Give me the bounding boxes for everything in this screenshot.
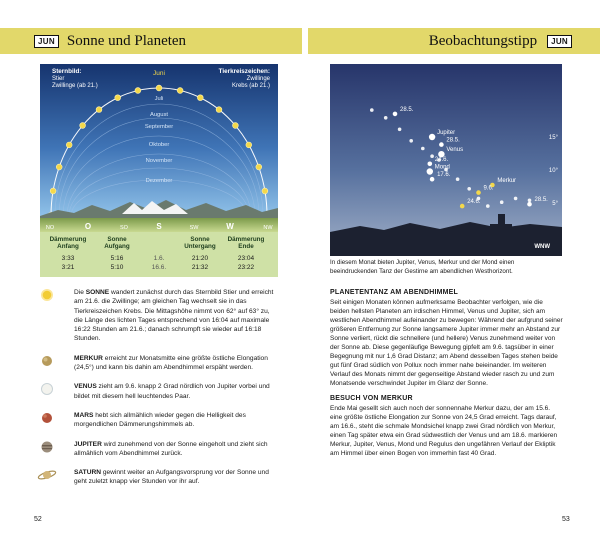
planet-name: MARS: [74, 411, 94, 419]
page-number-left: 52: [34, 516, 42, 523]
saturn-icon: [37, 468, 57, 482]
tierkreis-line2: Krebs (ab 21.): [231, 83, 270, 89]
col-title-sonne-untergang-1: Sonne: [190, 236, 210, 243]
direction-sw: SW: [189, 225, 199, 231]
arc-label-august: August: [149, 112, 169, 118]
list-item: [40, 354, 278, 373]
arc-label-dezember: Dezember: [145, 178, 173, 184]
sky-trail-dot: [456, 177, 460, 181]
cell-r1-c3: 1.6.: [153, 255, 165, 262]
planet-text: zieht am 9.6. knapp 2 Grad nördlich von Jupiter vorbei und bildet mit diesem hell leuchtendes Paar.: [74, 383, 270, 400]
cell-r2-c1: 3:21: [61, 264, 75, 271]
sky-trail-dot: [370, 108, 374, 112]
col-title-sonne-untergang-2: Untergang: [184, 243, 216, 250]
sun-icon: [40, 288, 54, 302]
sky-trail-dot: [430, 154, 434, 158]
sky-point-dot: [393, 112, 398, 117]
sky-trail-dot: [421, 147, 425, 151]
planet-text: hebt sich allmählich wieder gegen die Helligkeit des morgendlichen Dämmerungshimmels ab.: [74, 411, 246, 429]
left-page-header: [0, 28, 302, 54]
direction-w: W: [226, 222, 234, 231]
planet-text: wird zunehmend von der Sonne eingeholt und zieht sich allmählich vom Abendhimmel zurück.: [74, 440, 268, 457]
planet-text: gewinnt weiter an Aufgangsvorsprung vor der Sonne und geht zuletzt knapp vier Stunden vor ihr auf.: [74, 469, 269, 486]
arc-label-juli: Juli: [154, 96, 164, 102]
sternbild-label: Sternbild:: [52, 68, 82, 75]
sternbild-line1: Stier: [52, 76, 65, 82]
planet-text: erreicht zur Monatsmitte eine größte östliche Elongation (24,5°) und kann bis dahin am Abendhimmel erspäht werden.: [74, 354, 268, 372]
sun-hour-dot: [56, 164, 62, 170]
sky-point-label: 9.6.: [483, 185, 494, 192]
col-title-daemmerung-ende-2: Ende: [238, 243, 254, 250]
sky-point-label: Venus: [446, 147, 464, 154]
list-item: [40, 440, 278, 459]
direction-so: SO: [120, 225, 128, 231]
mercury-icon: [40, 354, 54, 368]
cell-r1-c1: 3:33: [61, 255, 75, 262]
sun-hour-dot: [246, 142, 252, 148]
sky-trail-dot: [486, 204, 490, 208]
sky-point-label: Merkur: [497, 178, 517, 184]
sky-point-dot: [428, 162, 433, 167]
col-title-daemmerung-anfang-1: Dämmerung: [49, 236, 87, 243]
arc-label-oktober: Oktober: [148, 142, 170, 148]
cell-r2-c3: 16.6.: [151, 264, 167, 271]
col-title-sonne-aufgang-2: Aufgang: [104, 243, 130, 250]
list-item: [40, 411, 278, 430]
cell-r2-c2: 5:10: [110, 264, 124, 271]
col-title-daemmerung-ende-1: Dämmerung: [227, 236, 265, 243]
sky-point-label: 24.6.: [467, 199, 481, 206]
sky-trail-dot: [500, 200, 504, 204]
cell-r2-c5: 23:22: [237, 264, 255, 271]
sky-point-label: 28.5.: [400, 106, 414, 113]
sky-chart-caption: In diesem Monat bieten Jupiter, Venus, Merkur und der Mond einen beeindruckenden Tanz der Gestirne am abendlichen Westhorizont.: [330, 259, 515, 275]
planet-name: JUPITER: [74, 440, 102, 448]
article-paragraph-2: Ende Mai gesellt sich auch noch der sonnennahe Merkur dazu, der am 15.6. eine größte östliche Elongation zur Sonne von 24,5 Grad erreicht. Tags darauf, am 16.6., steht die schmale Mondsichel knapp zwei Grad nördlich von Merkur, einen Tag später etwa ein Grad südwestlich der Venus und am 18.6. markieren Merkur, Jupiter, Venus, Mond und Regulus den ungefähren Verlauf der Ekliptik am Himmel über einen Bogen von immerhin fast 40 Grad.: [330, 405, 558, 457]
sky-point-label: 24.6.: [434, 156, 449, 163]
sky-point-dot: [429, 134, 435, 140]
planet-name: SONNE: [85, 289, 110, 296]
sun-hour-dot: [216, 107, 222, 113]
article-column: [330, 288, 564, 464]
direction-s: S: [156, 222, 162, 231]
left-page-title: Sonne und Planeten: [66, 32, 187, 49]
sky-trail-dot: [398, 128, 402, 132]
planet-name: VENUS: [74, 383, 97, 391]
cell-r1-c4: 21:20: [191, 255, 209, 262]
cell-r1-c2: 5:16: [110, 255, 124, 262]
sky-trail-dot: [467, 187, 471, 191]
sun-hour-dot: [156, 85, 162, 91]
sun-hour-dot: [262, 188, 268, 194]
evening-sky-chart: [330, 64, 562, 256]
sun-hour-dot: [96, 107, 102, 113]
sky-point-label: 17.6.: [437, 172, 451, 179]
sun-hour-dot: [233, 123, 239, 129]
sky-point-dot: [527, 202, 532, 207]
direction-wnw: WNW: [534, 244, 550, 250]
article-heading-2: BESUCH VON MERKUR: [330, 395, 413, 402]
sky-point-dot: [476, 190, 481, 195]
sky-point-dot: [430, 177, 435, 182]
month-label-june: Juni: [153, 70, 165, 77]
planet-text: wandert zunächst durch das Sternbild Stier und erreicht am 21.6. die Zwillinge; am gleichen Tag wechselt sie in das Tierkreiszeichen Krebs. Die Mittagshöhe nimmt von 62° auf 63° zu, die Länge des lichten Tages entsprechend von 16:04 auf maximale 16:22 Stunden am 21.6.; danach schrumpft sie wieder auf 16:18 Stunden.: [74, 289, 274, 343]
planet-list: [40, 288, 278, 497]
sun-path-chart: [40, 64, 278, 277]
sky-point-label: 28.5.: [534, 197, 548, 204]
sky-point-dot: [439, 142, 444, 147]
sun-hour-dot: [50, 188, 56, 194]
direction-no: NO: [45, 225, 55, 231]
sky-point-dot: [427, 168, 433, 174]
sky-trail-dot: [514, 197, 518, 201]
mars-icon: [40, 411, 54, 425]
sky-point-label: Jupiter: [437, 130, 456, 136]
venus-icon: [40, 382, 54, 396]
planet-name: MERKUR: [74, 354, 103, 362]
sun-hour-dot: [256, 164, 262, 170]
right-page-header: [308, 28, 600, 54]
cell-r2-c4: 21:32: [191, 264, 209, 271]
cell-r1-c5: 23:04: [237, 255, 255, 262]
sun-hour-dot: [115, 95, 121, 101]
sun-hour-dot: [80, 123, 86, 129]
sun-hour-dot: [177, 88, 183, 94]
sky-point-label: Mond: [434, 164, 450, 171]
month-badge-right: JUN: [547, 35, 572, 48]
sun-hour-dot: [66, 142, 72, 148]
list-item: Die SONNE wandert zunächst durch das Sternbild Stier und erreicht am 21.6. die Zwillinge; am gleichen Tag wechselt sie in das Tierkreiszeichen Krebs. Die Mittagshöhe nimmt von 62° auf 63° zu, die Länge des lichten Tages entsprechend von 16:04 auf maximale 16:22 Stunden am 21.6.; danach schrumpft sie wieder auf 16:18 Stunden.: [40, 288, 278, 344]
sun-hour-dot: [135, 88, 141, 94]
tierkreis-line1: Zwillinge: [246, 76, 270, 82]
altitude-5: 5°: [552, 201, 558, 207]
building-silhouette: [490, 224, 512, 232]
sky-trail-dot: [409, 139, 413, 143]
altitude-10: 10°: [548, 168, 558, 174]
month-badge-left: JUN: [34, 35, 59, 48]
sky-point-label: 28.5.: [446, 137, 460, 144]
article-paragraph-1: Seit einigen Monaten können aufmerksame Beobachter verfolgen, wie die beiden hellsten Planeten am irdischen Himmel, Venus und Jupiter, sich am westlichen Abendhimmel aufeinander zu bewegen: Während der aufgrund seiner größeren Entfernung zur Sonne langsamere Jupiter immer mehr an Abstand zur Sonne verliert, rückt die schnellere (und hellere) Venus zunehmend weiter von der Sonne ab. Diese gegenläufige Bewegung gipfelt am 9.6. tagsüber in einer Begegnung mit nur 1,6 Grad Distanz; am Abend desselben Tages stehen beide gut fünf Grad südlich von Pollux noch immer nahe beieinander. Im weiteren Verlauf des Monats nimmt der gegenseitige Abstand wieder rasch zu und zum Monatsende verschwindet Jupiter im Glanz der Sonne.: [330, 299, 563, 387]
sky-trail-dot: [528, 199, 532, 203]
planet-name: SATURN: [74, 469, 101, 477]
jupiter-icon: [40, 440, 54, 454]
direction-o: O: [84, 222, 92, 231]
col-title-daemmerung-anfang-2: Anfang: [57, 243, 79, 250]
page-number-right: 53: [562, 516, 570, 523]
article-heading-1: PLANETENTANZ AM ABENDHIMMEL: [330, 289, 459, 296]
sternbild-line2: Zwillinge (ab 21.): [52, 83, 98, 89]
arc-label-september: September: [144, 124, 174, 130]
sky-trail-dot: [384, 116, 388, 120]
list-item: [40, 382, 278, 401]
arc-label-november: November: [145, 158, 173, 164]
sky-point-dot: [460, 204, 465, 209]
list-item: [40, 468, 278, 487]
altitude-15: 15°: [548, 135, 558, 141]
sun-path-svg: [40, 64, 278, 277]
col-title-sonne-aufgang-1: Sonne: [107, 236, 127, 243]
direction-nw: NW: [263, 225, 273, 231]
sky-chart-svg: [330, 64, 562, 256]
sun-hour-dot: [197, 95, 203, 101]
tierkreis-label: Tierkreiszeichen:: [218, 68, 270, 75]
right-page-title: Beobachtungstipp: [428, 32, 538, 49]
